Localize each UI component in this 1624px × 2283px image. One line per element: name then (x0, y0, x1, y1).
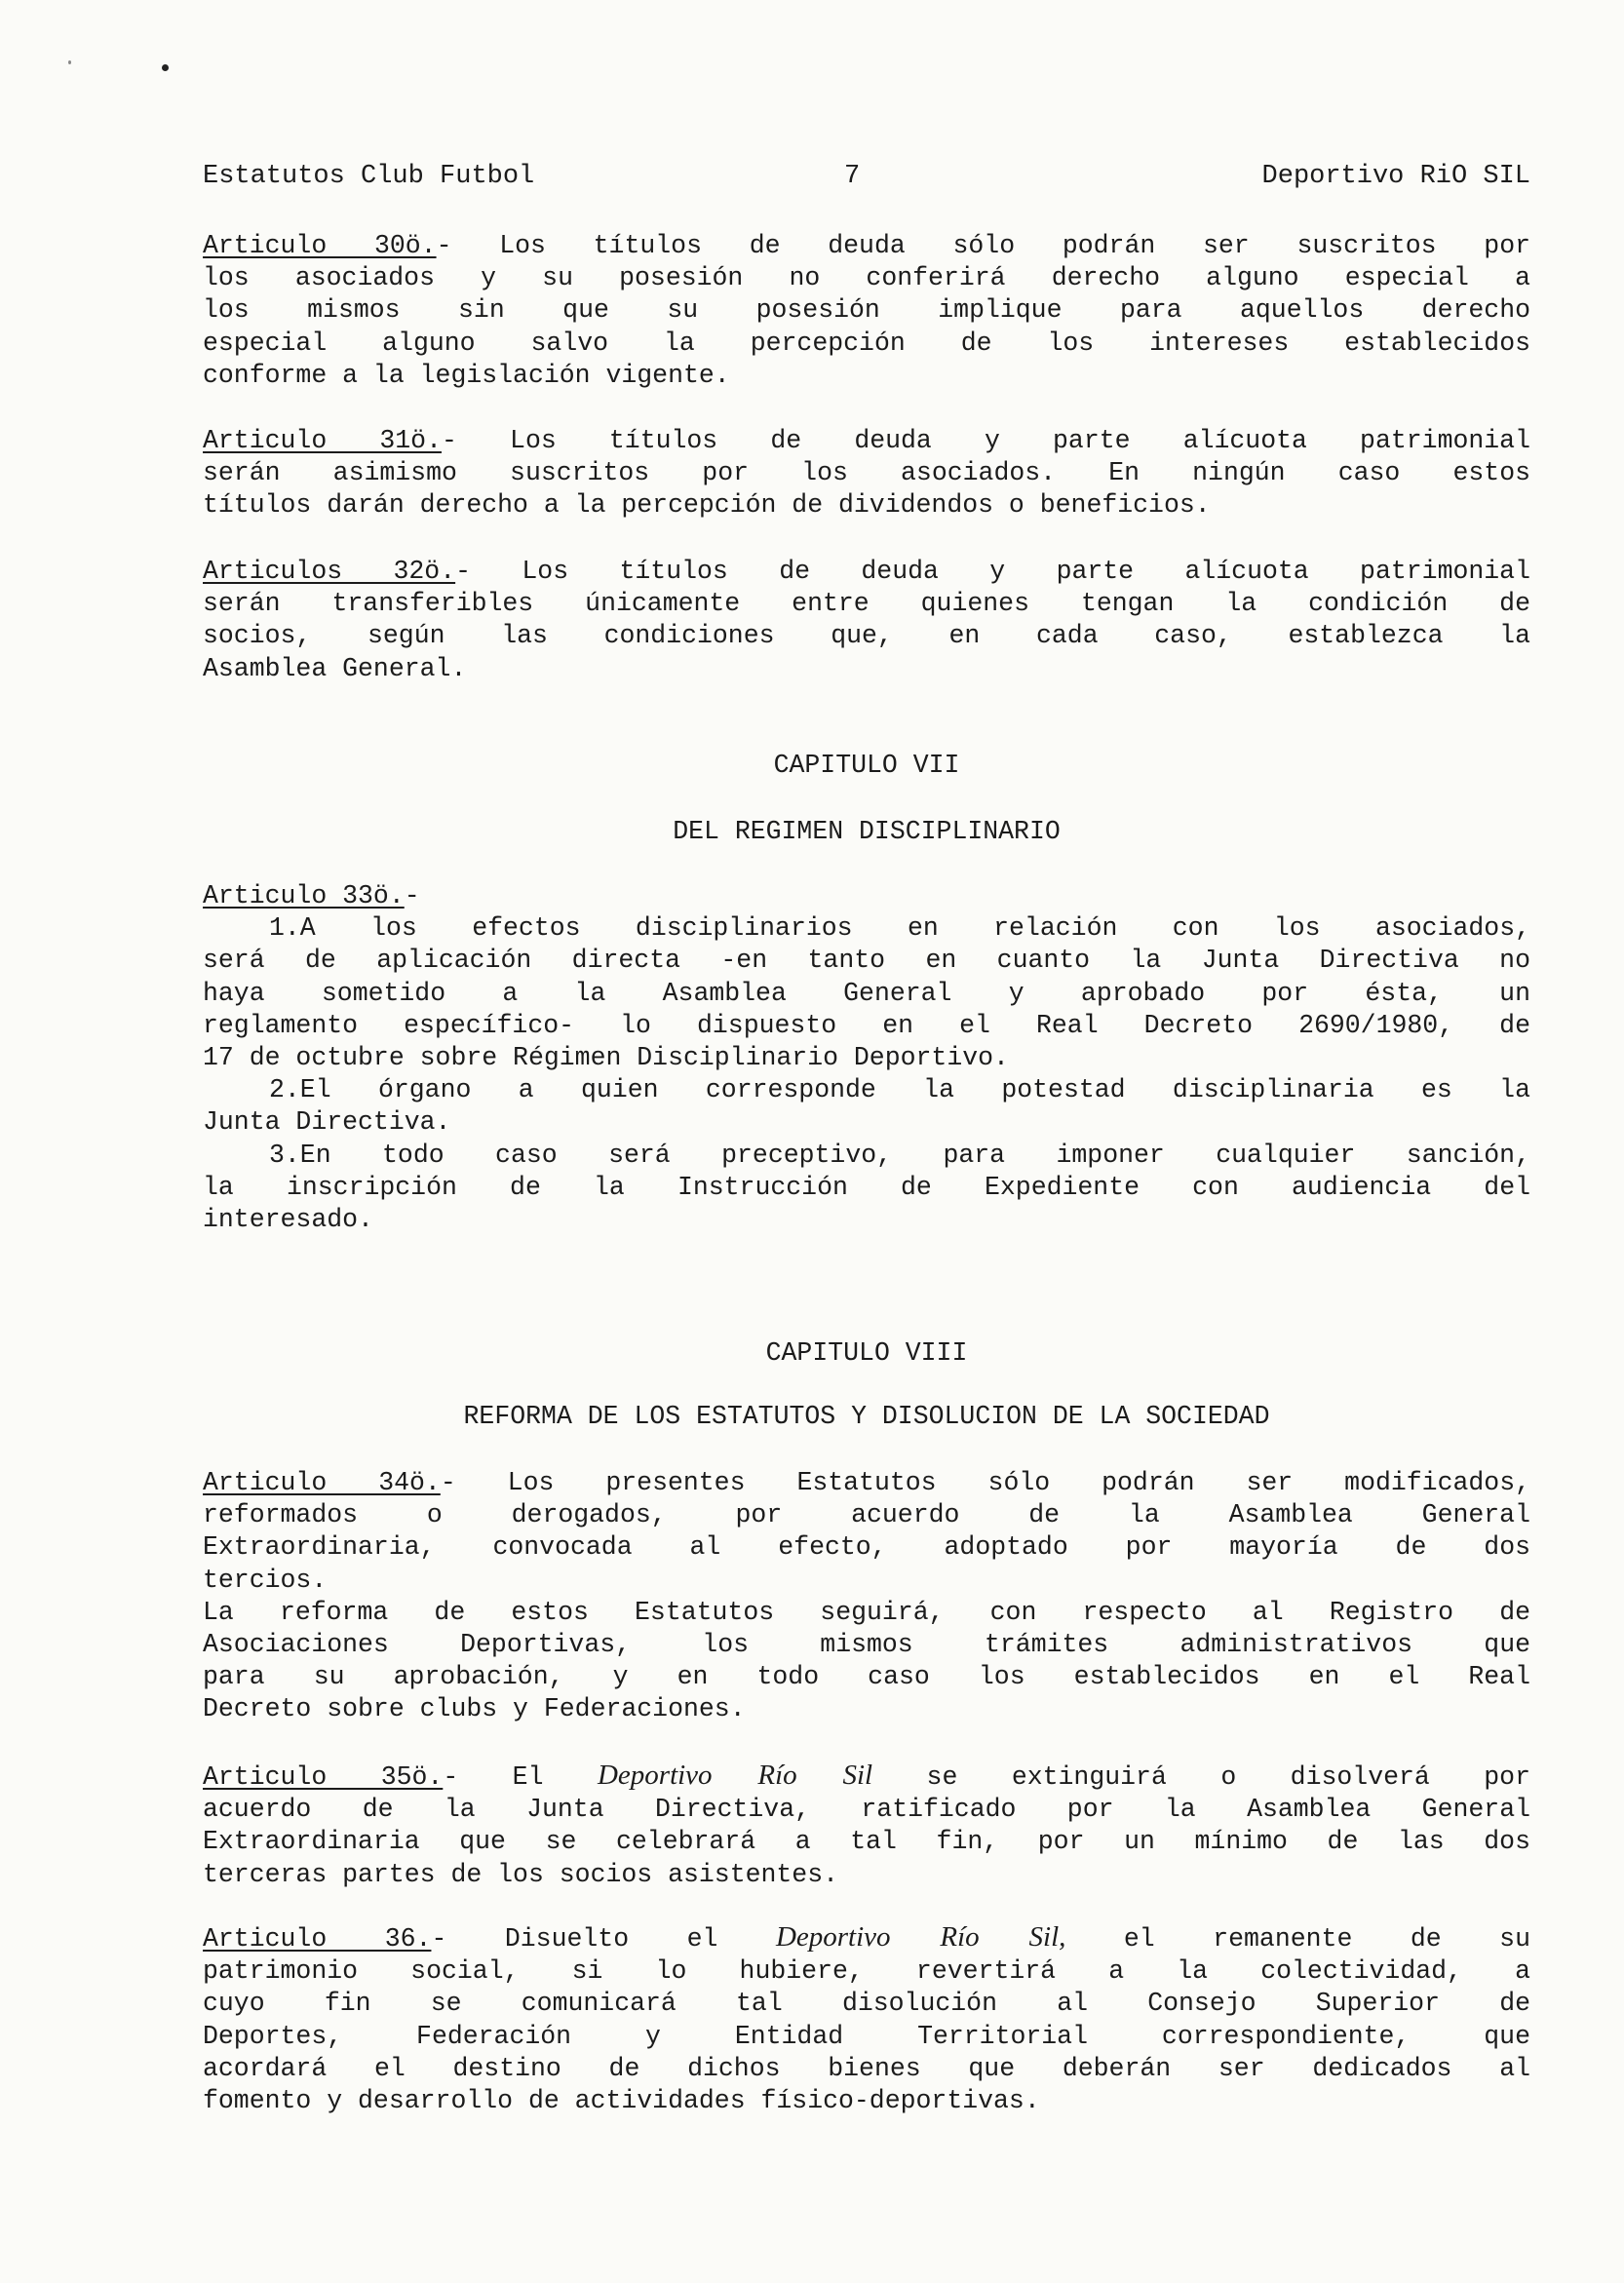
article-36 (203, 1921, 1530, 2117)
article-31 (203, 425, 1530, 522)
scan-speck (68, 60, 71, 64)
text-line: La reforma de estos Estatutos seguirá, con respecto al Registro de (203, 1597, 1530, 1627)
article-34 (203, 1467, 1530, 1726)
text-line: 3.En todo caso será preceptivo, para imponer cualquier sanción, (269, 1140, 1530, 1170)
article-30 (203, 230, 1530, 392)
text-line: especial alguno salvo la percepción de los intereses establecidos (203, 328, 1530, 358)
text-line: Junta Directiva. (203, 1107, 451, 1138)
article-33 (203, 880, 1530, 1236)
text-fragment: - El (443, 1762, 544, 1792)
text-line: serán transferibles únicamente entre quienes tengan la condición de (203, 589, 1530, 619)
article-35 (203, 1760, 1530, 1891)
article-label: Articulos 32ö. (203, 557, 456, 586)
chapter-subtitle: REFORMA DE LOS ESTATUTOS Y DISOLUCION DE LA SOCIEDAD (463, 1402, 1270, 1431)
chapter-title: CAPITULO VIII (765, 1338, 968, 1368)
text-line: reformados o derogados, por acuerdo de la Asamblea General (203, 1500, 1530, 1530)
text-line: haya sometido a la Asamblea General y aprobado por ésta, un (203, 978, 1530, 1008)
text-line: 17 de octubre sobre Régimen Disciplinario Deportivo. (203, 1043, 1009, 1073)
article-label: Articulo 35ö. (203, 1762, 444, 1792)
text-line: 1.A los efectos disciplinarios en relación con los asociados, (269, 913, 1530, 944)
article-label: Articulo 30ö. (203, 231, 437, 260)
text-line: - Los títulos de deuda y parte alícuota patrimonial (455, 557, 1530, 586)
text-line: patrimonio social, si lo hubiere, revertirá a la colectividad, a (203, 1956, 1530, 1987)
text-line: reglamento específico- lo dispuesto en el Real Decreto 2690/1980, de (203, 1010, 1530, 1040)
text-line: acordará el destino de dichos bienes que deberán ser dedicados al (203, 2053, 1530, 2083)
article-label: Articulo 34ö. (203, 1468, 441, 1497)
page-header (203, 162, 1530, 195)
text-line: Decreto sobre clubs y Federaciones. (203, 1694, 746, 1724)
club-name-italic: Deportivo Río Sil, (775, 1921, 1066, 1953)
text-line: fomento y desarrollo de actividades físico-deportivas. (203, 2086, 1040, 2116)
header-left: Estatutos Club Futbol (203, 162, 535, 191)
article-32 (203, 556, 1530, 685)
text-fragment: se extinguirá o disolverá por (926, 1762, 1530, 1792)
article-label: Articulo 31ö. (203, 426, 442, 455)
text-fragment: el remanente de su (1123, 1924, 1530, 1954)
article-label: Articulo 36. (203, 1924, 432, 1954)
text-line: socios, según las condiciones que, en cada caso, establezca la (203, 621, 1530, 651)
text-fragment: - Disuelto el (431, 1924, 718, 1954)
text-line: títulos darán derecho a la percepción de dividendos o beneficios. (203, 490, 1211, 521)
text-line: Asociaciones Deportivas, los mismos trámites administrativos que (203, 1630, 1530, 1660)
text-line: los asociados y su posesión no conferirá derecho alguno especial a (203, 263, 1530, 293)
text-line: 2.El órgano a quien corresponde la potestad disciplinaria es la (269, 1075, 1530, 1105)
text-line: los mismos sin que su posesión implique para aquellos derecho (203, 295, 1530, 326)
text-line: - Los títulos de deuda y parte alícuota patrimonial (441, 426, 1530, 455)
page-number: 7 (844, 162, 861, 191)
text-line: Asamblea General. (203, 653, 467, 683)
club-name-italic: Deportivo Río Sil (597, 1760, 873, 1791)
text-line: interesado. (203, 1205, 373, 1235)
chapter-title: CAPITULO VII (773, 751, 960, 780)
scan-speck (162, 64, 169, 71)
text-line: - Los títulos de deuda sólo podrán ser suscritos por (436, 231, 1531, 260)
text-line: - Los presentes Estatutos sólo podrán ser modificados, (440, 1468, 1531, 1497)
header-right: Deportivo RiO SIL (1261, 162, 1530, 191)
article-label: Articulo 33ö. (203, 881, 405, 910)
text-line: será de aplicación directa -en tanto en cuanto la Junta Directiva no (203, 946, 1530, 976)
text-line: cuyo fin se comunicará tal disolución al Consejo Superior de (203, 1989, 1530, 2019)
text-line: Deportes, Federación y Entidad Territorial correspondiente, que (203, 2021, 1530, 2051)
text-line: terceras partes de los socios asistentes. (203, 1859, 839, 1889)
text-line: para su aprobación, y en todo caso los establecidos en el Real (203, 1662, 1530, 1692)
text-line: Extraordinaria que se celebrará a tal fin, por un mínimo de las dos (203, 1827, 1530, 1857)
text-line: conforme a la legislación vigente. (203, 360, 730, 390)
text-line: la inscripción de la Instrucción de Expediente con audiencia del (203, 1172, 1530, 1202)
article-suffix: - (404, 881, 420, 910)
text-line: serán asimismo suscritos por los asociados. En ningún caso estos (203, 458, 1530, 488)
text-line: tercios. (203, 1565, 328, 1595)
chapter-subtitle: DEL REGIMEN DISCIPLINARIO (673, 817, 1061, 846)
text-line: Extraordinaria, convocada al efecto, adoptado por mayoría de dos (203, 1532, 1530, 1563)
text-line: acuerdo de la Junta Directiva, ratificado por la Asamblea General (203, 1795, 1530, 1825)
